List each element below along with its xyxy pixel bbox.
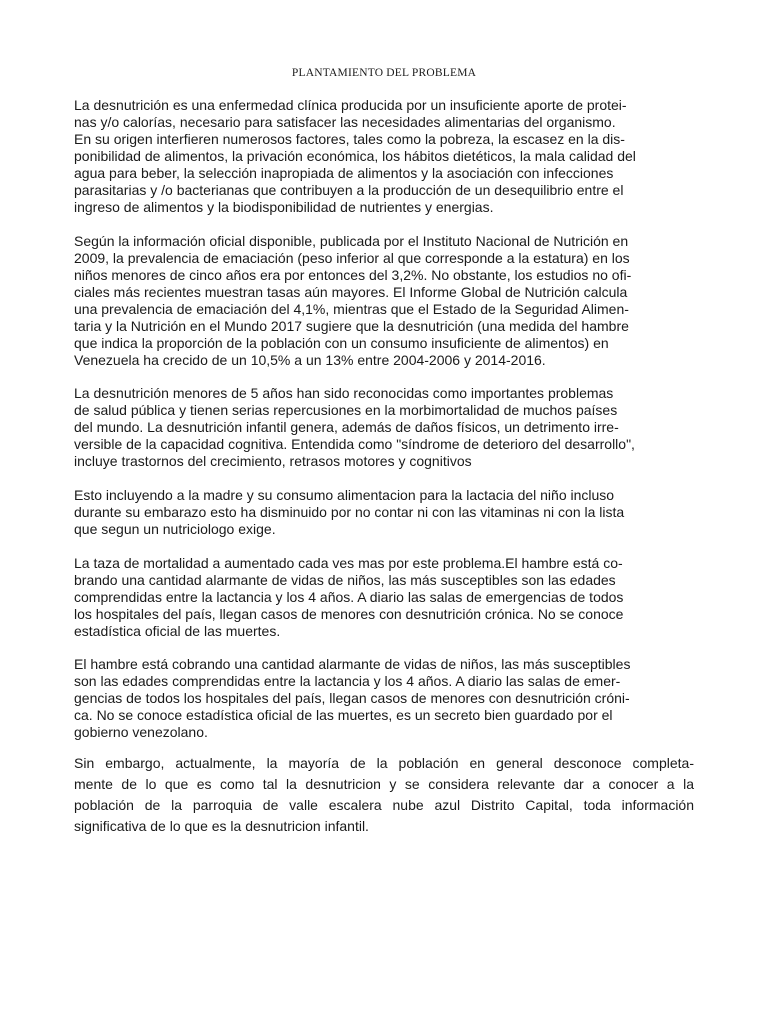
paragraph-line: La desnutrición es una enfermedad clínica producida por un insuficiente aporte de protei- <box>74 97 627 113</box>
paragraph-line: ingreso de alimentos y la biodisponibilidad de nutrientes y energias. <box>74 199 494 215</box>
paragraph-line: Según la información oficial disponible, publicada por el Instituto Nacional de Nutrición en <box>74 233 629 249</box>
paragraph-line: Sin embargo, actualmente, la mayoría de la población en general desconoce completa- <box>74 755 694 771</box>
paragraph-line: brando una cantidad alarmante de vidas de niños, las más susceptibles son las edades <box>74 572 616 588</box>
paragraph-line: los hospitales del país, llegan casos de menores con desnutrición crónica. No se conoce <box>74 606 624 622</box>
paragraph-line: En su origen interfieren numerosos factores, tales como la pobreza, la escasez en la dis- <box>74 131 625 147</box>
paragraph-line: versible de la capacidad cognitiva. Entendida como "síndrome de deterioro del desarrollo", <box>74 436 635 452</box>
paragraph-line: durante su embarazo esto ha disminuido por no contar ni con las vitaminas ni con la lista <box>74 504 625 520</box>
paragraph-line: ponibilidad de alimentos, la privación económica, los hábitos dietéticos, la mala calidad del <box>74 148 636 164</box>
paragraph-line: significativa de lo que es la desnutricion infantil. <box>74 818 369 834</box>
document-title: PLANTAMIENTO DEL PROBLEMA <box>291 67 477 79</box>
paragraph-line: son las edades comprendidas entre la lactancia y los 4 años. A diario las salas de emer- <box>74 673 621 689</box>
paragraph-mother <box>74 487 624 538</box>
paragraph-line: incluye trastornos del crecimiento, retrasos motores y cognitivos <box>74 453 472 469</box>
paragraph-line: comprendidas entre la lactancia y los 4 años. A diario las salas de emergencias de todos <box>74 589 624 605</box>
paragraph-line: que segun un nutriciologo exige. <box>74 521 276 537</box>
paragraph-statistics <box>74 233 631 369</box>
paragraph-line: del mundo. La desnutrición infantil genera, además de daños físicos, un detrimento irre- <box>74 419 619 435</box>
paragraph-line: gobierno venezolano. <box>74 724 208 740</box>
paragraph-conclusion <box>74 753 694 837</box>
paragraph-line: taria y la Nutrición en el Mundo 2017 sugiere que la desnutrición (una medida del hambre <box>74 318 629 334</box>
paragraph-line: nas y/o calorías, necesario para satisfacer las necesidades alimentarias del organismo. <box>74 114 616 130</box>
paragraph-line: El hambre está cobrando una cantidad alarmante de vidas de niños, las más susceptibles <box>74 656 631 672</box>
paragraph-line: La desnutrición menores de 5 años han sido reconocidas como importantes problemas <box>74 385 614 401</box>
paragraph-line: estadística oficial de las muertes. <box>74 623 281 639</box>
paragraph-line: gencias de todos los hospitales del país, llegan casos de menores con desnutrición cróni- <box>74 690 630 706</box>
paragraph-hunger <box>74 656 630 741</box>
paragraph-mortality <box>74 555 623 640</box>
paragraph-line: Venezuela ha crecido de un 10,5% a un 13% entre 2004-2006 y 2014-2016. <box>74 352 546 368</box>
paragraph-line: ciales más recientes muestran tasas aún mayores. El Informe Global de Nutrición calcula <box>74 284 628 300</box>
paragraph-line: de salud pública y tienen serias repercusiones en la morbimortalidad de muchos países <box>74 402 618 418</box>
paragraph-line: agua para beber, la selección inapropiada de alimentos y la asociación con infecciones <box>74 165 614 181</box>
paragraph-line: que indica la proporción de la población con un consumo insuficiente de alimentos) en <box>74 335 609 351</box>
paragraph-line: Esto incluyendo a la madre y su consumo alimentacion para la lactacia del niño incluso <box>74 487 615 503</box>
paragraph-line: parasitarias y /o bacterianas que contribuyen a la producción de un desequilibrio entre el <box>74 182 624 198</box>
paragraph-public-health <box>74 385 635 470</box>
paragraph-line: mente de lo que es como tal la desnutricion y se considera relevante dar a conocer a la <box>74 776 694 792</box>
paragraph-line: ca. No se conoce estadística oficial de las muertes, es un secreto bien guardado por el <box>74 707 613 723</box>
paragraph-line: población de la parroquia de valle escalera nube azul Distrito Capital, toda información <box>74 797 694 813</box>
paragraph-line: una prevalencia de emaciación del 4,1%, mientras que el Estado de la Seguridad Alimen- <box>74 301 629 317</box>
paragraph-line: 2009, la prevalencia de emaciación (peso inferior al que corresponde a la estatura) en los <box>74 250 630 266</box>
paragraph-line: La taza de mortalidad a aumentado cada ves mas por este problema.El hambre está co- <box>74 555 623 571</box>
paragraph-line: niños menores de cinco años era por entonces del 3,2%. No obstante, los estudios no ofi- <box>74 267 632 283</box>
paragraph-definition <box>74 97 636 216</box>
